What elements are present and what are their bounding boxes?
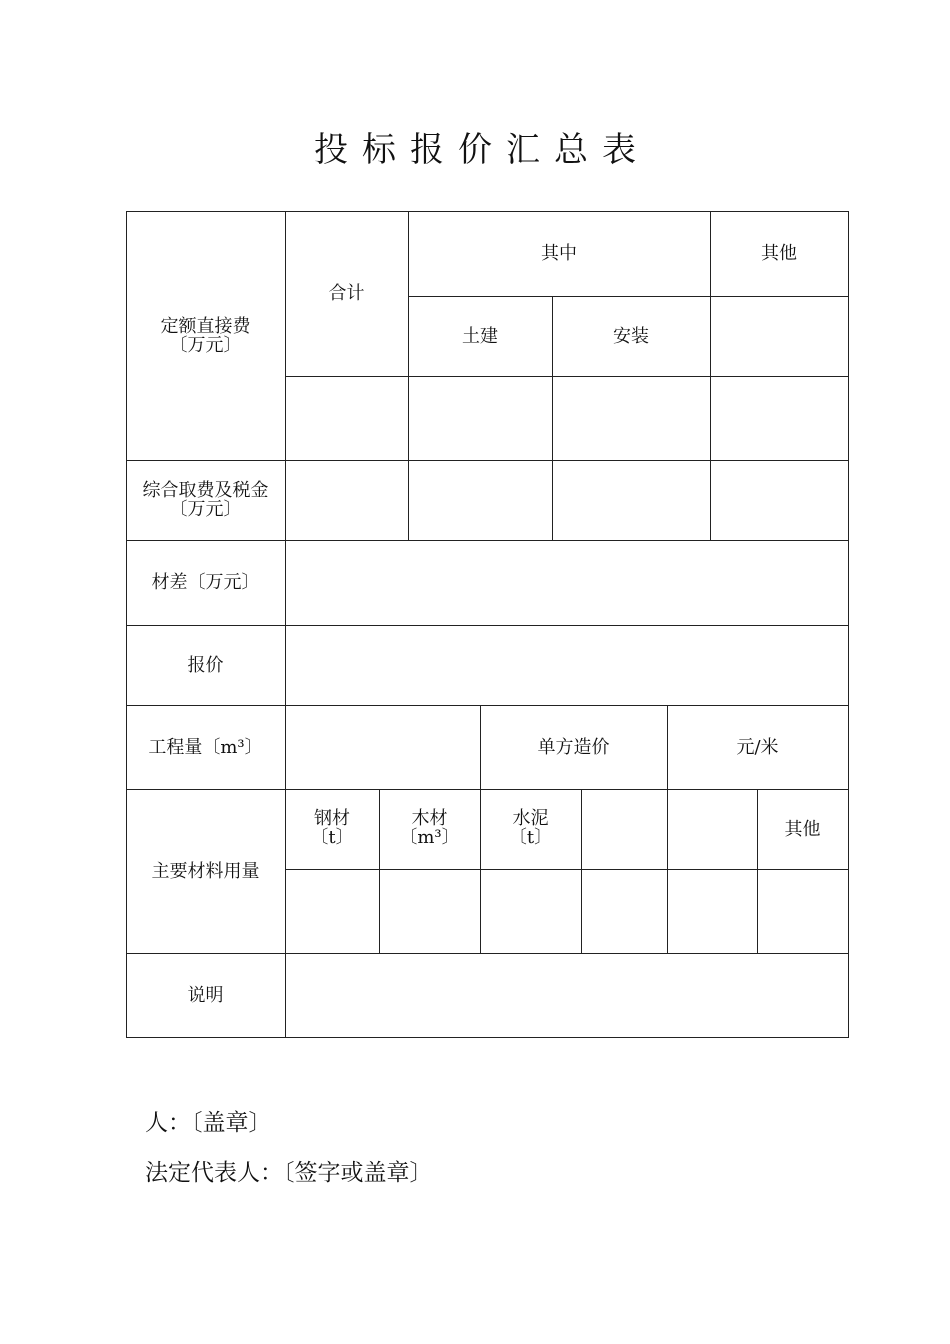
wood-unit: 〔m³〕 xyxy=(399,827,460,848)
document-title: 投标报价汇总表 xyxy=(314,130,650,170)
main-materials-label: 主要材料用量 xyxy=(151,860,260,882)
steel-header xyxy=(285,789,379,869)
table-border-bottom xyxy=(126,1037,849,1038)
grid-line xyxy=(285,869,849,870)
table-border-right xyxy=(848,211,849,1038)
install-header: 安装 xyxy=(613,325,649,347)
other-header: 其他 xyxy=(761,243,797,264)
direct-cost-unit: 〔万元〕 xyxy=(169,334,242,356)
grid-line xyxy=(285,376,849,377)
seal-line: 人：〔盖章〕 xyxy=(145,1110,272,1136)
unit-price-unit: 元/米 xyxy=(736,736,779,758)
cement-header xyxy=(480,789,581,869)
cement-label: 水泥 xyxy=(512,808,549,829)
cement-unit: 〔t〕 xyxy=(508,827,553,848)
grid-line xyxy=(581,789,582,954)
wood-label: 木材 xyxy=(411,808,448,829)
unit-price-label: 单方造价 xyxy=(537,736,610,758)
quantity-label: 工程量〔m³〕 xyxy=(148,736,263,758)
direct-cost-cell xyxy=(126,211,285,460)
steel-unit: 〔t〕 xyxy=(310,827,354,848)
wood-header xyxy=(379,789,480,869)
legal-rep-line: 法定代表人：〔签字或盖章〕 xyxy=(145,1160,433,1186)
total-header: 合计 xyxy=(328,283,365,304)
fees-tax-unit: 〔万元〕 xyxy=(169,499,242,520)
of-which-header: 其中 xyxy=(541,243,577,264)
civil-header: 土建 xyxy=(462,325,498,347)
steel-label: 钢材 xyxy=(313,808,350,829)
other-material-header: 其他 xyxy=(784,818,821,840)
notes-label: 说明 xyxy=(187,984,224,1006)
fees-tax-label: 综合取费及税金 xyxy=(142,480,269,501)
material-diff-label: 材差〔万元〕 xyxy=(151,572,260,593)
fees-tax-cell xyxy=(126,460,285,540)
direct-cost-label: 定额直接费 xyxy=(160,315,251,337)
quote-label: 报价 xyxy=(187,654,224,676)
